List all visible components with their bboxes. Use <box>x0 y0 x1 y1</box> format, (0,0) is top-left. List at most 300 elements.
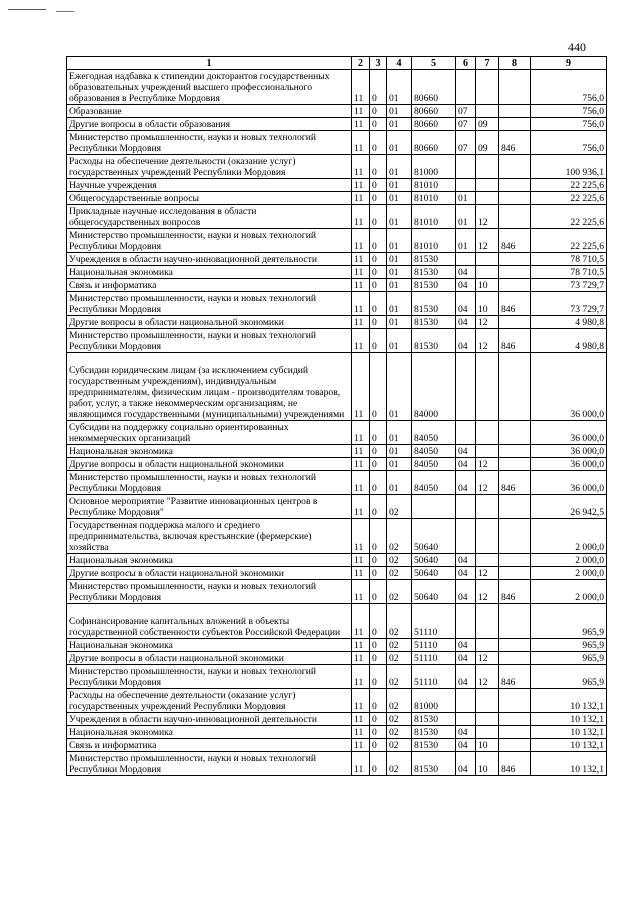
code-section: 04 <box>456 554 476 567</box>
code-direction: 81010 <box>412 205 456 229</box>
table-row <box>67 652 607 665</box>
code-subprogram: 0 <box>370 652 387 665</box>
table-row <box>67 726 607 739</box>
table-row <box>67 105 607 118</box>
code-ministry: 846 <box>499 665 531 689</box>
code-program: 11 <box>352 445 370 458</box>
code-direction: 51110 <box>412 665 456 689</box>
row-amount: 78 710,5 <box>531 266 607 279</box>
code-section: 04 <box>456 665 476 689</box>
code-section: 04 <box>456 567 476 580</box>
code-section: 04 <box>456 726 476 739</box>
row-amount: 2 000,0 <box>531 554 607 567</box>
table-row <box>67 567 607 580</box>
row-description: Ежегодная надбавка к стипендии докторантов государственных образовательных учреждений высшего профессионального образования в Республике Мордовия <box>67 70 352 105</box>
code-section <box>456 70 476 105</box>
code-section: 04 <box>456 292 476 316</box>
code-subsection: 12 <box>476 471 499 495</box>
column-header: 3 <box>370 57 387 70</box>
table-row <box>67 752 607 776</box>
code-subprogram: 0 <box>370 726 387 739</box>
code-ministry <box>499 253 531 266</box>
code-subsection <box>476 179 499 192</box>
code-ministry <box>499 279 531 292</box>
code-event: 01 <box>387 229 412 253</box>
code-section: 04 <box>456 652 476 665</box>
row-amount: 78 710,5 <box>531 253 607 266</box>
code-subsection: 10 <box>476 752 499 776</box>
row-description: Национальная экономика <box>67 266 352 279</box>
row-amount: 73 729,7 <box>531 279 607 292</box>
code-subsection: 12 <box>476 652 499 665</box>
code-event: 02 <box>387 495 412 519</box>
code-subsection <box>476 689 499 713</box>
row-description: Министерство промышленности, науки и новых технологий Республики Мордовия <box>67 580 352 604</box>
code-direction: 81530 <box>412 292 456 316</box>
code-subprogram: 0 <box>370 713 387 726</box>
code-ministry <box>499 495 531 519</box>
code-ministry <box>499 567 531 580</box>
code-program: 11 <box>352 554 370 567</box>
code-section: 07 <box>456 118 476 131</box>
table-row <box>67 580 607 604</box>
row-amount: 4 980,8 <box>531 329 607 353</box>
row-description: Научные учреждения <box>67 179 352 192</box>
row-description: Прикладные научные исследования в области общегосударственных вопросов <box>67 205 352 229</box>
code-ministry <box>499 639 531 652</box>
row-description: Национальная экономика <box>67 726 352 739</box>
code-subprogram: 0 <box>370 192 387 205</box>
code-direction: 81530 <box>412 329 456 353</box>
row-amount: 10 132,1 <box>531 713 607 726</box>
code-event: 02 <box>387 652 412 665</box>
code-direction: 81010 <box>412 179 456 192</box>
table-row <box>67 713 607 726</box>
code-section: 04 <box>456 739 476 752</box>
table-row <box>67 604 607 639</box>
code-direction: 81530 <box>412 266 456 279</box>
code-ministry <box>499 266 531 279</box>
code-direction: 84050 <box>412 445 456 458</box>
code-section: 07 <box>456 131 476 155</box>
code-section: 07 <box>456 105 476 118</box>
code-ministry <box>499 604 531 639</box>
row-description: Национальная экономика <box>67 639 352 652</box>
code-ministry <box>499 421 531 445</box>
code-event: 02 <box>387 665 412 689</box>
code-direction <box>412 495 456 519</box>
row-description: Министерство промышленности, науки и новых технологий Республики Мордовия <box>67 752 352 776</box>
table-row <box>67 639 607 652</box>
code-subsection: 12 <box>476 329 499 353</box>
table-row <box>67 205 607 229</box>
code-subsection <box>476 495 499 519</box>
code-direction: 84050 <box>412 458 456 471</box>
table-row <box>67 554 607 567</box>
table-row <box>67 118 607 131</box>
code-ministry <box>499 458 531 471</box>
table-row <box>67 292 607 316</box>
column-header: 2 <box>352 57 370 70</box>
code-program: 11 <box>352 665 370 689</box>
code-section: 04 <box>456 445 476 458</box>
row-description: Субсидии юридическим лицам (за исключением субсидий государственным учреждениям), индивидуальным предпринимателям, физическим лицам - производителям товаров, работ, услуг, а также некоммерческим организациям, не являющимся государственными (муниципальными) учреждениями <box>67 353 352 421</box>
code-section: 04 <box>456 752 476 776</box>
code-section: 04 <box>456 471 476 495</box>
code-subsection: 10 <box>476 292 499 316</box>
table-row <box>67 739 607 752</box>
code-section: 01 <box>456 229 476 253</box>
row-amount: 73 729,7 <box>531 292 607 316</box>
code-program: 11 <box>352 155 370 179</box>
row-amount: 22 225,6 <box>531 192 607 205</box>
code-subsection <box>476 192 499 205</box>
code-event: 01 <box>387 205 412 229</box>
code-subsection: 12 <box>476 229 499 253</box>
code-ministry <box>499 118 531 131</box>
code-direction: 80660 <box>412 105 456 118</box>
code-section <box>456 353 476 421</box>
code-subsection: 12 <box>476 665 499 689</box>
code-direction: 51110 <box>412 639 456 652</box>
code-program: 11 <box>352 205 370 229</box>
row-description: Национальная экономика <box>67 445 352 458</box>
table-row <box>67 495 607 519</box>
code-direction: 81530 <box>412 253 456 266</box>
code-section: 01 <box>456 205 476 229</box>
row-amount: 10 132,1 <box>531 689 607 713</box>
code-direction: 50640 <box>412 567 456 580</box>
row-amount: 965,9 <box>531 665 607 689</box>
code-ministry <box>499 739 531 752</box>
table-row <box>67 519 607 554</box>
code-section: 04 <box>456 316 476 329</box>
table-row <box>67 421 607 445</box>
row-amount: 36 000,0 <box>531 458 607 471</box>
code-subsection <box>476 421 499 445</box>
code-program: 11 <box>352 652 370 665</box>
code-subprogram: 0 <box>370 118 387 131</box>
code-section: 04 <box>456 279 476 292</box>
row-amount: 36 000,0 <box>531 445 607 458</box>
code-program: 11 <box>352 353 370 421</box>
code-section: 04 <box>456 266 476 279</box>
code-program: 11 <box>352 458 370 471</box>
scan-mark <box>8 9 46 10</box>
row-amount: 4 980,8 <box>531 316 607 329</box>
row-amount: 10 132,1 <box>531 726 607 739</box>
code-subsection: 09 <box>476 131 499 155</box>
code-event: 01 <box>387 192 412 205</box>
code-event: 02 <box>387 726 412 739</box>
code-event: 01 <box>387 70 412 105</box>
code-direction: 80660 <box>412 70 456 105</box>
code-program: 11 <box>352 292 370 316</box>
code-event: 02 <box>387 554 412 567</box>
code-subsection <box>476 266 499 279</box>
code-ministry <box>499 205 531 229</box>
code-program: 11 <box>352 179 370 192</box>
code-subsection <box>476 726 499 739</box>
code-subsection <box>476 519 499 554</box>
code-subprogram: 0 <box>370 639 387 652</box>
code-event: 01 <box>387 316 412 329</box>
code-event: 02 <box>387 689 412 713</box>
row-description: Общегосударственные вопросы <box>67 192 352 205</box>
code-subprogram: 0 <box>370 421 387 445</box>
table-row <box>67 131 607 155</box>
code-program: 11 <box>352 580 370 604</box>
code-subsection: 12 <box>476 205 499 229</box>
row-description: Министерство промышленности, науки и новых технологий Республики Мордовия <box>67 471 352 495</box>
table-row <box>67 266 607 279</box>
row-amount: 756,0 <box>531 131 607 155</box>
code-subsection <box>476 70 499 105</box>
row-description: Государственная поддержка малого и среднего предпринимательства, включая крестьянские (фермерские) хозяйства <box>67 519 352 554</box>
row-description: Другие вопросы в области национальной экономики <box>67 458 352 471</box>
row-description: Субсидии на поддержку социально ориентированных некоммерческих организаций <box>67 421 352 445</box>
code-section <box>456 689 476 713</box>
code-subprogram: 0 <box>370 445 387 458</box>
code-ministry <box>499 105 531 118</box>
row-description: Министерство промышленности, науки и новых технологий Республики Мордовия <box>67 229 352 253</box>
row-amount: 100 936,1 <box>531 155 607 179</box>
code-ministry: 846 <box>499 229 531 253</box>
code-ministry <box>499 179 531 192</box>
row-description: Национальная экономика <box>67 554 352 567</box>
code-section: 04 <box>456 329 476 353</box>
code-subprogram: 0 <box>370 179 387 192</box>
code-subprogram: 0 <box>370 580 387 604</box>
code-ministry: 846 <box>499 131 531 155</box>
table-row <box>67 316 607 329</box>
code-event: 01 <box>387 118 412 131</box>
code-event: 01 <box>387 353 412 421</box>
code-event: 02 <box>387 713 412 726</box>
code-program: 11 <box>352 519 370 554</box>
code-section <box>456 519 476 554</box>
code-subprogram: 0 <box>370 329 387 353</box>
table-row <box>67 329 607 353</box>
row-amount: 10 132,1 <box>531 739 607 752</box>
row-description: Софинансирование капитальных вложений в объекты государственной собственности субъектов Российской Федерации <box>67 604 352 639</box>
row-amount: 2 000,0 <box>531 567 607 580</box>
row-description: Министерство промышленности, науки и новых технологий Республики Мордовия <box>67 329 352 353</box>
row-amount: 965,9 <box>531 652 607 665</box>
code-section <box>456 604 476 639</box>
table-row <box>67 253 607 266</box>
code-direction: 81000 <box>412 155 456 179</box>
code-event: 01 <box>387 266 412 279</box>
code-program: 11 <box>352 118 370 131</box>
table-row <box>67 471 607 495</box>
code-subprogram: 0 <box>370 131 387 155</box>
code-ministry <box>499 689 531 713</box>
code-subsection <box>476 353 499 421</box>
code-event: 01 <box>387 445 412 458</box>
code-subprogram: 0 <box>370 253 387 266</box>
code-event: 01 <box>387 131 412 155</box>
row-description: Связь и информатика <box>67 279 352 292</box>
code-program: 11 <box>352 316 370 329</box>
code-program: 11 <box>352 266 370 279</box>
code-event: 01 <box>387 458 412 471</box>
row-amount: 756,0 <box>531 105 607 118</box>
code-direction: 84050 <box>412 471 456 495</box>
row-description: Другие вопросы в области национальной экономики <box>67 567 352 580</box>
code-ministry <box>499 519 531 554</box>
row-amount: 965,9 <box>531 639 607 652</box>
row-amount: 2 000,0 <box>531 580 607 604</box>
table-row <box>67 70 607 105</box>
row-amount: 10 132,1 <box>531 752 607 776</box>
code-direction: 50640 <box>412 580 456 604</box>
table-row <box>67 279 607 292</box>
code-program: 11 <box>352 421 370 445</box>
code-direction: 81530 <box>412 739 456 752</box>
code-ministry <box>499 70 531 105</box>
row-description: Другие вопросы в области образования <box>67 118 352 131</box>
code-ministry <box>499 353 531 421</box>
table-row <box>67 155 607 179</box>
code-direction: 51110 <box>412 604 456 639</box>
code-subsection: 12 <box>476 316 499 329</box>
code-subprogram: 0 <box>370 353 387 421</box>
code-subprogram: 0 <box>370 266 387 279</box>
row-description: Образование <box>67 105 352 118</box>
code-section: 04 <box>456 458 476 471</box>
code-direction: 51110 <box>412 652 456 665</box>
code-event: 02 <box>387 639 412 652</box>
code-program: 11 <box>352 253 370 266</box>
code-event: 01 <box>387 329 412 353</box>
code-direction: 80660 <box>412 131 456 155</box>
row-description: Другие вопросы в области национальной экономики <box>67 652 352 665</box>
code-subprogram: 0 <box>370 471 387 495</box>
row-amount: 22 225,6 <box>531 229 607 253</box>
code-program: 11 <box>352 639 370 652</box>
row-amount: 36 000,0 <box>531 421 607 445</box>
column-header: 7 <box>476 57 499 70</box>
code-program: 11 <box>352 689 370 713</box>
code-section <box>456 713 476 726</box>
code-direction: 81530 <box>412 713 456 726</box>
code-program: 11 <box>352 604 370 639</box>
table-row <box>67 689 607 713</box>
code-event: 01 <box>387 105 412 118</box>
budget-table <box>66 56 607 776</box>
code-section <box>456 179 476 192</box>
code-subprogram: 0 <box>370 567 387 580</box>
code-ministry: 846 <box>499 292 531 316</box>
code-section <box>456 495 476 519</box>
code-subprogram: 0 <box>370 689 387 713</box>
code-program: 11 <box>352 329 370 353</box>
code-event: 01 <box>387 155 412 179</box>
column-header: 9 <box>531 57 607 70</box>
code-subprogram: 0 <box>370 279 387 292</box>
code-subprogram: 0 <box>370 105 387 118</box>
code-direction: 81530 <box>412 726 456 739</box>
row-amount: 26 942,5 <box>531 495 607 519</box>
code-subsection <box>476 554 499 567</box>
code-program: 11 <box>352 739 370 752</box>
row-description: Учреждения в области научно-инновационной деятельности <box>67 713 352 726</box>
code-event: 01 <box>387 253 412 266</box>
row-amount: 36 000,0 <box>531 471 607 495</box>
row-amount: 2 000,0 <box>531 519 607 554</box>
code-program: 11 <box>352 713 370 726</box>
code-subsection: 10 <box>476 739 499 752</box>
code-section <box>456 155 476 179</box>
code-subsection: 12 <box>476 567 499 580</box>
column-header: 6 <box>456 57 476 70</box>
row-amount: 22 225,6 <box>531 205 607 229</box>
code-event: 02 <box>387 739 412 752</box>
code-direction: 81010 <box>412 192 456 205</box>
code-direction: 84050 <box>412 421 456 445</box>
code-program: 11 <box>352 567 370 580</box>
column-header: 8 <box>499 57 531 70</box>
code-ministry: 846 <box>499 580 531 604</box>
code-ministry: 846 <box>499 471 531 495</box>
code-direction: 81010 <box>412 229 456 253</box>
code-ministry <box>499 554 531 567</box>
code-subsection <box>476 604 499 639</box>
code-direction: 84000 <box>412 353 456 421</box>
table-row <box>67 445 607 458</box>
code-event: 01 <box>387 279 412 292</box>
row-description: Другие вопросы в области национальной экономики <box>67 316 352 329</box>
table-row <box>67 665 607 689</box>
code-subprogram: 0 <box>370 519 387 554</box>
code-event: 01 <box>387 421 412 445</box>
table-row <box>67 229 607 253</box>
table-row <box>67 179 607 192</box>
column-header: 1 <box>67 57 352 70</box>
code-subprogram: 0 <box>370 554 387 567</box>
row-description: Министерство промышленности, науки и новых технологий Республики Мордовия <box>67 131 352 155</box>
code-event: 02 <box>387 604 412 639</box>
row-description: Основное мероприятие "Развитие инновационных центров в Республике Мордовия" <box>67 495 352 519</box>
code-program: 11 <box>352 192 370 205</box>
code-section <box>456 253 476 266</box>
code-subsection: 09 <box>476 118 499 131</box>
scan-mark <box>56 11 74 12</box>
code-subprogram: 0 <box>370 229 387 253</box>
code-ministry <box>499 726 531 739</box>
table-row <box>67 353 607 421</box>
code-event: 02 <box>387 519 412 554</box>
code-ministry <box>499 713 531 726</box>
code-subsection <box>476 155 499 179</box>
code-event: 01 <box>387 471 412 495</box>
code-direction: 81530 <box>412 752 456 776</box>
code-subprogram: 0 <box>370 604 387 639</box>
code-section: 04 <box>456 639 476 652</box>
code-ministry <box>499 192 531 205</box>
code-program: 11 <box>352 726 370 739</box>
code-direction: 81530 <box>412 316 456 329</box>
code-subsection: 10 <box>476 279 499 292</box>
code-event: 02 <box>387 752 412 776</box>
row-amount: 36 000,0 <box>531 353 607 421</box>
code-event: 01 <box>387 292 412 316</box>
code-ministry <box>499 155 531 179</box>
code-subprogram: 0 <box>370 292 387 316</box>
code-section: 01 <box>456 192 476 205</box>
table-row <box>67 458 607 471</box>
